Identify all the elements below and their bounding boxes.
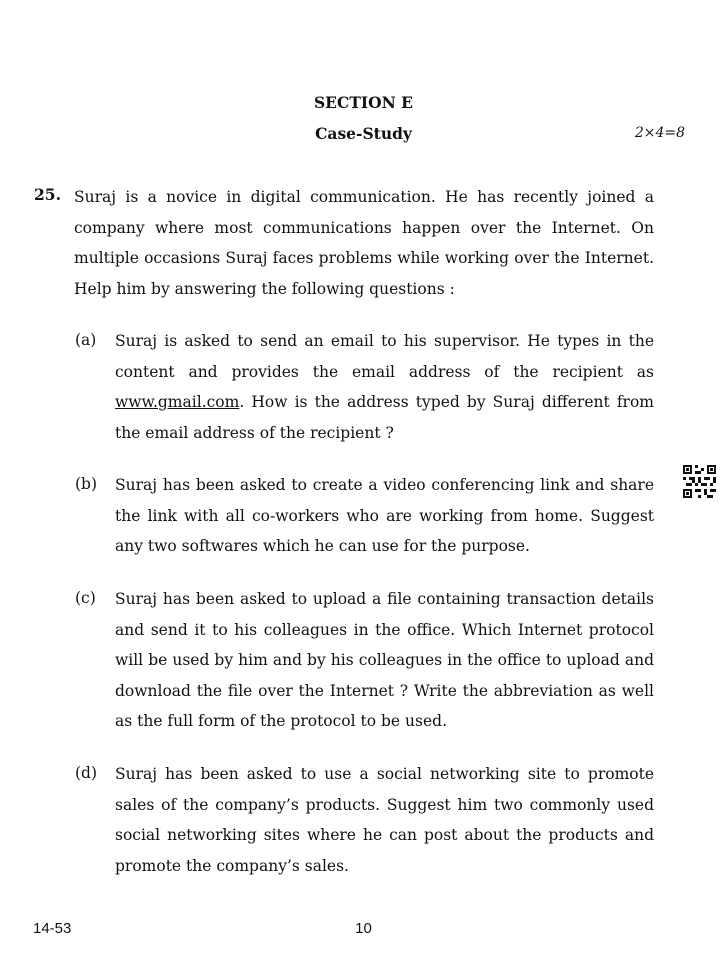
question-text: Suraj is a novice in digital communication. He has recently joined a company where most communications happen over the Internet. On multiple occasions Suraj faces problems while working over the Internet. Help him by answering the following questions : [74, 188, 654, 298]
section-title: SECTION E [313, 93, 413, 112]
page-number: 10 [355, 920, 372, 937]
part-a-label: (a) [75, 331, 97, 349]
part-d-label: (d) [75, 764, 98, 782]
part-c-label: (c) [75, 589, 96, 607]
part-d-text: Suraj has been asked to use a social networking site to promote sales of the company’s products. Suggest him two commonly used social networking sites where he can post about the products and promote the company’s sales. [115, 765, 654, 875]
question-number: 25. [34, 185, 61, 204]
part-a-text-before: Suraj is asked to send an email to his supervisor. He types in the content and provides the email address of the recipient as [115, 332, 654, 381]
section-subtitle: Case-Study [315, 124, 412, 143]
paper-code: 14-53 [33, 920, 72, 937]
part-b-label: (b) [75, 475, 98, 493]
marks-allocation: 2×4=8 [634, 125, 685, 141]
email-address-link[interactable]: www.gmail.com [115, 393, 240, 411]
part-a-text-after: . How is the address typed by Suraj different from the email address of the recipient ? [115, 393, 654, 442]
part-c-text: Suraj has been asked to upload a file containing transaction details and send it to his colleagues in the office. Which Internet protocol will be used by him and by his colleagues in the office to upload and download the file over the Internet ? Write the abbreviation as well as the full form of the protocol to be used. [115, 590, 654, 730]
part-a-text [115, 326, 654, 448]
part-b-text: Suraj has been asked to create a video conferencing link and share the link with all co-workers who are working from home. Suggest any two softwares which he can use for the purpose. [115, 476, 654, 555]
qr-code-icon [683, 465, 716, 498]
